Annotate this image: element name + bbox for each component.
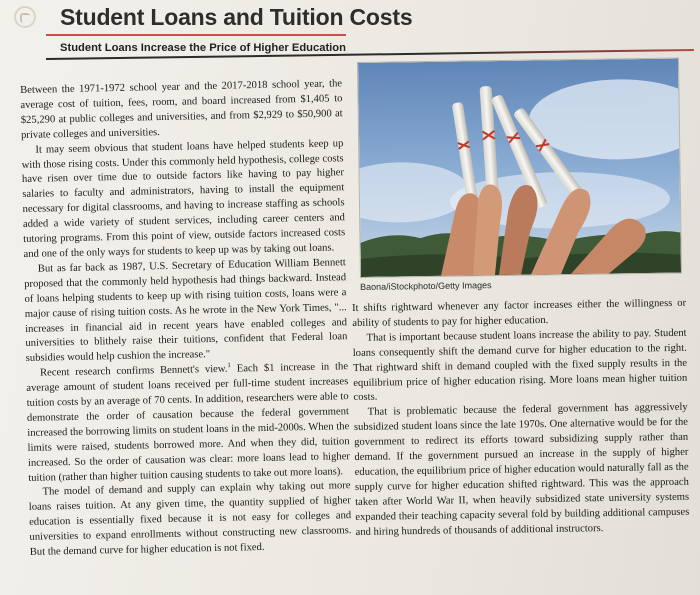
footnote-marker: 1 (227, 361, 231, 370)
photo-diplomas-raised (357, 58, 682, 278)
paragraph: But as far back as 1987, U.S. Secretary of Education William Bennett proposed that the commonly held hypothesis had things backward. Instead of loans helping students to keep up with rising tuition costs, loans were a major cause of rising tuition costs. As he wrote in the New York Times, "... increases in financial aid in recent years have enabled colleges and universities to blithely raise their tuitions, confident that Federal loan subsidies would help cushion the increase." (24, 257, 348, 365)
paragraph: It shifts rightward whenever any factor increases either the willingness or ability of students to pay for higher education. (352, 297, 687, 329)
photo-credit: Baona/iStockphoto/Getty Images (360, 280, 492, 292)
section-title: Student Loans and Tuition Costs (60, 4, 413, 30)
paragraph: That is problematic because the federal government has aggressively subsidized student loans since the late 1970s. One alternative would be for the government to redirect its efforts toward subsidizing supply rather than demand. If the government pursued an increase in the supply of higher education, the equilibrium price of higher education would naturally fall as the supply curve for higher education shifted rightward. This was the approach taken after World War II, when heavily subsidized state university systems expanded their teaching capacity several fold by building additional campuses and hiring hundreds of thousands of additional instructors. (353, 402, 690, 538)
paragraph: It may seem obvious that student loans have helped students keep up with those rising costs. Under this commonly held hypothesis, college costs have risen over time due to outside factors like having to pay higher salaries to faculty and administrators, having to install the equipment necessary for digital classrooms, and having to increase staffing as schools added a wide variety of student services, including career centers and tutoring programs. From this point of view, outside factors increased costs and one of the only ways for students to keep up was by taking out loans. (21, 137, 346, 260)
paragraph: Between the 1971-1972 school year and the 2017-2018 school year, the average cost of tuition, fees, room, and board increased from $1,405 to $25,290 at public colleges and universities, and from $2,929 to $50,900 at private colleges and universities. (20, 78, 343, 141)
left-text-column (20, 77, 352, 561)
paragraph: That is important because student loans increase the ability to pay. Student loans consequently shift the demand curve for higher education to the right. That rightward shift in demand coupled with the fixed supply results in the equilibrium price of higher education rising. More loans mean higher tuition costs. (352, 327, 688, 404)
title-rule (46, 34, 346, 36)
right-text-column (352, 297, 690, 541)
paragraph: The model of demand and supply can explain why taking out more loans raises tuition. At any given time, the quantity supplied of higher education is essentially fixed because it is not easy for colleges and universities to expand enrollments without constructing new classrooms. But the demand curve for higher education is not fixed. (28, 480, 352, 558)
section-subtitle: Student Loans Increase the Price of Higher Education (60, 42, 346, 54)
paragraph (26, 360, 350, 486)
paragraph-text: Recent research confirms Bennett's view. (39, 363, 228, 379)
paragraph-text: Each $1 increase in the average amount of student loans received per full-time student increases tuition costs by an average of 70 cents. In addition, researchers were able to demonstrate the order of causation because the federal government increased the borrowing limits on student loans in the mid-2000s. When the limits were raised, students borrowed more. And when they did, tuition increased. So the order of causation was clear: more loans lead to higher tuition (rather than higher tuition causing students to take out more loans). (26, 361, 350, 484)
page-corner-icon (14, 6, 36, 28)
